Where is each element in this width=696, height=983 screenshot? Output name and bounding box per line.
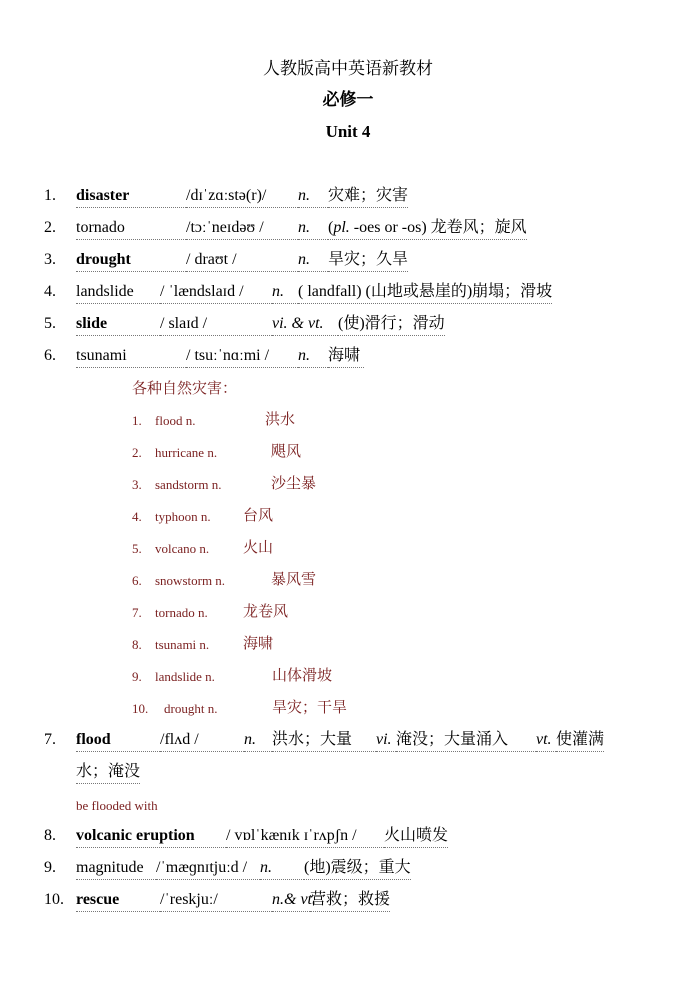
entry-pos: n.& vt. <box>272 889 310 912</box>
item-chinese: 暴风雪 <box>271 572 317 588</box>
entry-phonetic: / slaɪd / <box>160 313 272 336</box>
entry-phonetic: /ˈmæɡnɪtjuːd / <box>156 857 260 880</box>
item-english: snowstorm n. <box>155 573 226 588</box>
entry-phonetic: / vɒlˈkænɪk ɪˈrʌpʃn / <box>226 825 384 848</box>
item-english: tsunami n. <box>155 637 210 652</box>
item-chinese: 飓风 <box>271 444 302 460</box>
entry-phonetic: /ˈreskjuː/ <box>160 889 272 912</box>
item-number: 10. <box>132 701 149 716</box>
item-english: drought n. <box>164 701 218 716</box>
item-english: typhoon n. <box>155 509 211 524</box>
entry-definition: 海啸 <box>328 345 364 368</box>
entry-word: magnitude <box>76 857 156 880</box>
item-number: 9. <box>132 669 142 684</box>
item-chinese: 火山 <box>243 540 274 556</box>
entry-definition: ( landfall) (山地或悬崖的)崩塌；滑坡 <box>298 281 552 304</box>
entry-definition: 营救；救援 <box>310 889 390 912</box>
entry-definition: (pl. -oes or -os) 龙卷风；旋风 <box>328 217 527 240</box>
item-number: 3. <box>132 477 142 492</box>
item-english: sandstorm n. <box>155 477 222 492</box>
item-number: 1. <box>132 413 142 428</box>
entry-number: 6. <box>44 347 56 364</box>
entry-number: 9. <box>44 859 56 876</box>
item-number: 4. <box>132 509 142 524</box>
item-number: 7. <box>132 605 142 620</box>
entry-number: 2. <box>44 219 56 236</box>
entry-word: tornado <box>76 217 186 240</box>
entry-number: 4. <box>44 283 56 300</box>
item-chinese: 洪水 <box>265 412 296 428</box>
entry-pos: n. <box>298 345 328 368</box>
entry-word: tsunami <box>76 345 186 368</box>
entry-definition: 火山喷发 <box>384 825 448 848</box>
item-english: landslide n. <box>155 669 215 684</box>
entry-pos: n. <box>298 249 328 272</box>
entry-phonetic: / ˈlændslaɪd / <box>160 281 272 304</box>
entry-pos: n. <box>298 185 328 208</box>
entry-number: 8. <box>44 827 56 844</box>
entry-pos: vi. & vt. <box>272 313 338 336</box>
item-english: flood n. <box>155 413 196 428</box>
item-english: volcano n. <box>155 541 210 556</box>
entry-number: 7. <box>44 731 56 748</box>
item-chinese: 沙尘暴 <box>271 476 317 492</box>
usage-note: be flooded with <box>76 798 158 813</box>
entry-word: slide <box>76 313 160 336</box>
item-chinese: 龙卷风 <box>243 604 289 620</box>
entry-phonetic: /flʌd / <box>160 729 244 752</box>
entry-definition: 使灌满 <box>556 729 604 752</box>
item-number: 5. <box>132 541 142 556</box>
entry-pos: n. <box>260 857 304 880</box>
entry-word: landslide <box>76 281 160 304</box>
entry-definition: 旱灾；久旱 <box>328 249 408 272</box>
entry-pos: n. <box>298 217 328 240</box>
entry-phonetic: /tɔːˈneɪdəʊ / <box>186 217 298 240</box>
entry-word: disaster <box>76 185 186 208</box>
entry-definition: (使)滑行；滑动 <box>338 313 445 336</box>
doc-title-line2: 必修一 <box>322 90 374 109</box>
entry-number: 10. <box>44 891 64 908</box>
entry-pos: n. <box>244 729 272 752</box>
entry-number: 3. <box>44 251 56 268</box>
item-number: 8. <box>132 637 142 652</box>
entry-definition: 淹没；大量涌入 <box>396 729 536 752</box>
entry-definition: 灾难；灾害 <box>328 185 408 208</box>
entry-word: flood <box>76 729 160 752</box>
item-chinese: 海啸 <box>243 636 274 652</box>
item-english: tornado n. <box>155 605 208 620</box>
entry-pos: vi. <box>376 729 396 752</box>
entry-pos: n. <box>272 281 298 304</box>
entry-definition-continued: 水；淹没 <box>76 761 140 784</box>
item-chinese: 旱灾；干旱 <box>272 700 348 716</box>
doc-title-unit: Unit 4 <box>325 122 371 141</box>
item-english: hurricane n. <box>155 445 218 460</box>
item-number: 6. <box>132 573 142 588</box>
entry-definition: (地)震级；重大 <box>304 857 411 880</box>
item-chinese: 山体滑坡 <box>272 668 333 684</box>
item-chinese: 台风 <box>243 508 274 524</box>
entry-pos: vt. <box>536 729 556 752</box>
item-number: 2. <box>132 445 142 460</box>
entry-word: drought <box>76 249 186 272</box>
doc-title-line1: 人教版高中英语新教材 <box>263 59 433 78</box>
entry-phonetic: / draʊt / <box>186 249 298 272</box>
entry-phonetic: /dɪˈzɑːstə(r)/ <box>186 185 298 208</box>
entry-phonetic: / tsuːˈnɑːmi / <box>186 345 298 368</box>
entry-word: rescue <box>76 889 160 912</box>
entry-number: 5. <box>44 315 56 332</box>
entry-definition: 洪水；大量 <box>272 729 376 752</box>
entry-word: volcanic eruption <box>76 825 226 848</box>
sublist-heading: 各种自然灾害： <box>132 381 238 397</box>
entry-number: 1. <box>44 187 56 204</box>
